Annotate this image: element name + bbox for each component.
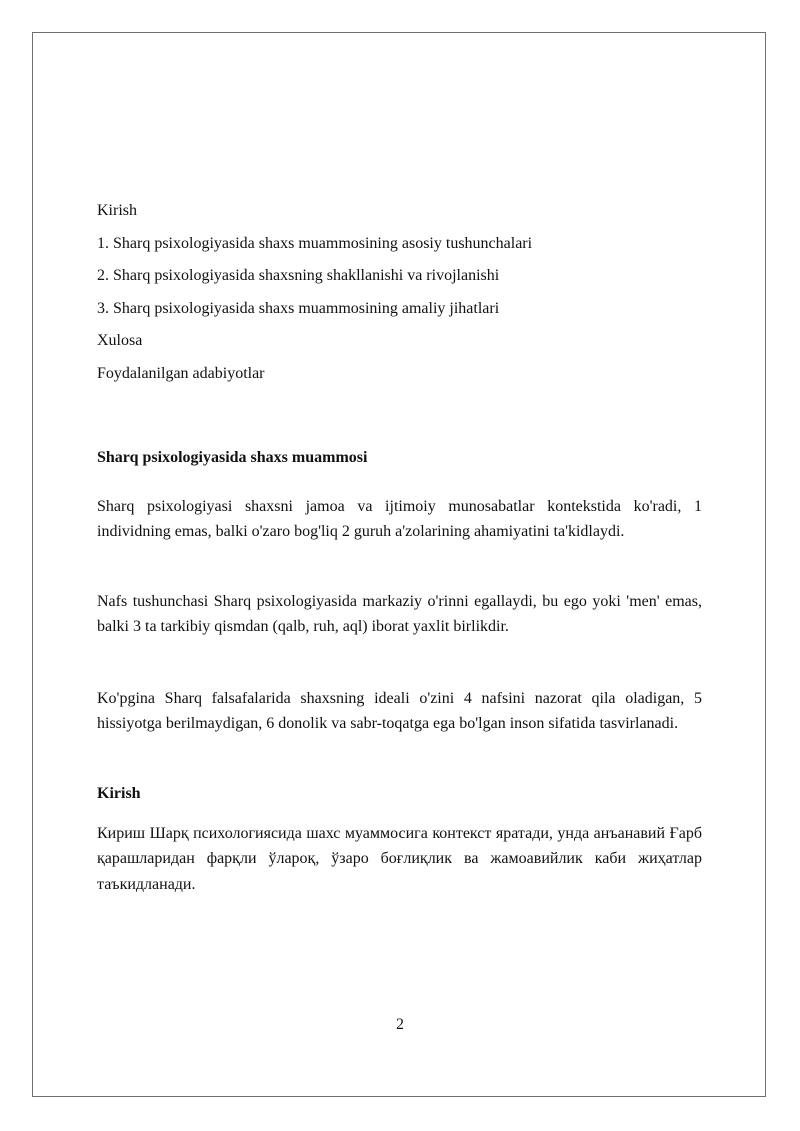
- toc-item-intro: Kirish: [97, 202, 137, 219]
- toc-item-chapter-2: 2. Sharq psixologiyasida shaxsning shakllanishi va rivojlanishi: [97, 267, 500, 284]
- page-number: 2: [396, 1016, 404, 1033]
- paragraph-intro-cyrillic: Кириш Шарқ психологиясида шахс муаммосига контекст яратади, унда анъанавий Ғарб қарашларидан фарқли ўлароқ, ўзаро боғлиқлик ва жамоавийлик каби жиҳатлар таъкидланади.: [97, 824, 702, 893]
- toc-item-chapter-1: 1. Sharq psixologiyasida shaxs muammosining asosiy tushunchalari: [97, 234, 533, 252]
- page-content: [97, 200, 702, 897]
- section-heading-main: Sharq psixologiyasida shaxs muammosi: [97, 448, 368, 466]
- toc-item-conclusion: Xulosa: [97, 332, 143, 349]
- paragraph-collectivism: Sharq psixologiyasi shaxsni jamoa va ijtimoiy munosabatlar kontekstida ko'radi, 1 individning emas, balki o'zaro bog'liq 2 guruh a'zolarining ahamiyatini ta'kidlaydi.: [97, 497, 702, 540]
- paragraph-ideal-personality: Ko'pgina Sharq falsafalarida shaxsning ideali o'zini 4 nafsini nazorat qila oladigan, 5 hissiyotga berilmaydigan, 6 donolik va sabr-toqatga ega bo'lgan inson sifatida tasvirlanadi.: [97, 689, 702, 732]
- toc-item-chapter-3: 3. Sharq psixologiyasida shaxs muammosining amaliy jihatlari: [97, 299, 500, 317]
- section-heading-intro: Kirish: [97, 784, 141, 802]
- table-of-contents: [97, 200, 702, 385]
- paragraph-nafs: Nafs tushunchasi Sharq psixologiyasida markaziy o'rinni egallaydi, bu ego yoki 'men' emas, balki 3 ta tarkibiy qismdan (qalb, ruh, aql) iborat yaxlit birlikdir.: [97, 592, 702, 635]
- toc-item-references: Foydalanilgan adabiyotlar: [97, 364, 265, 382]
